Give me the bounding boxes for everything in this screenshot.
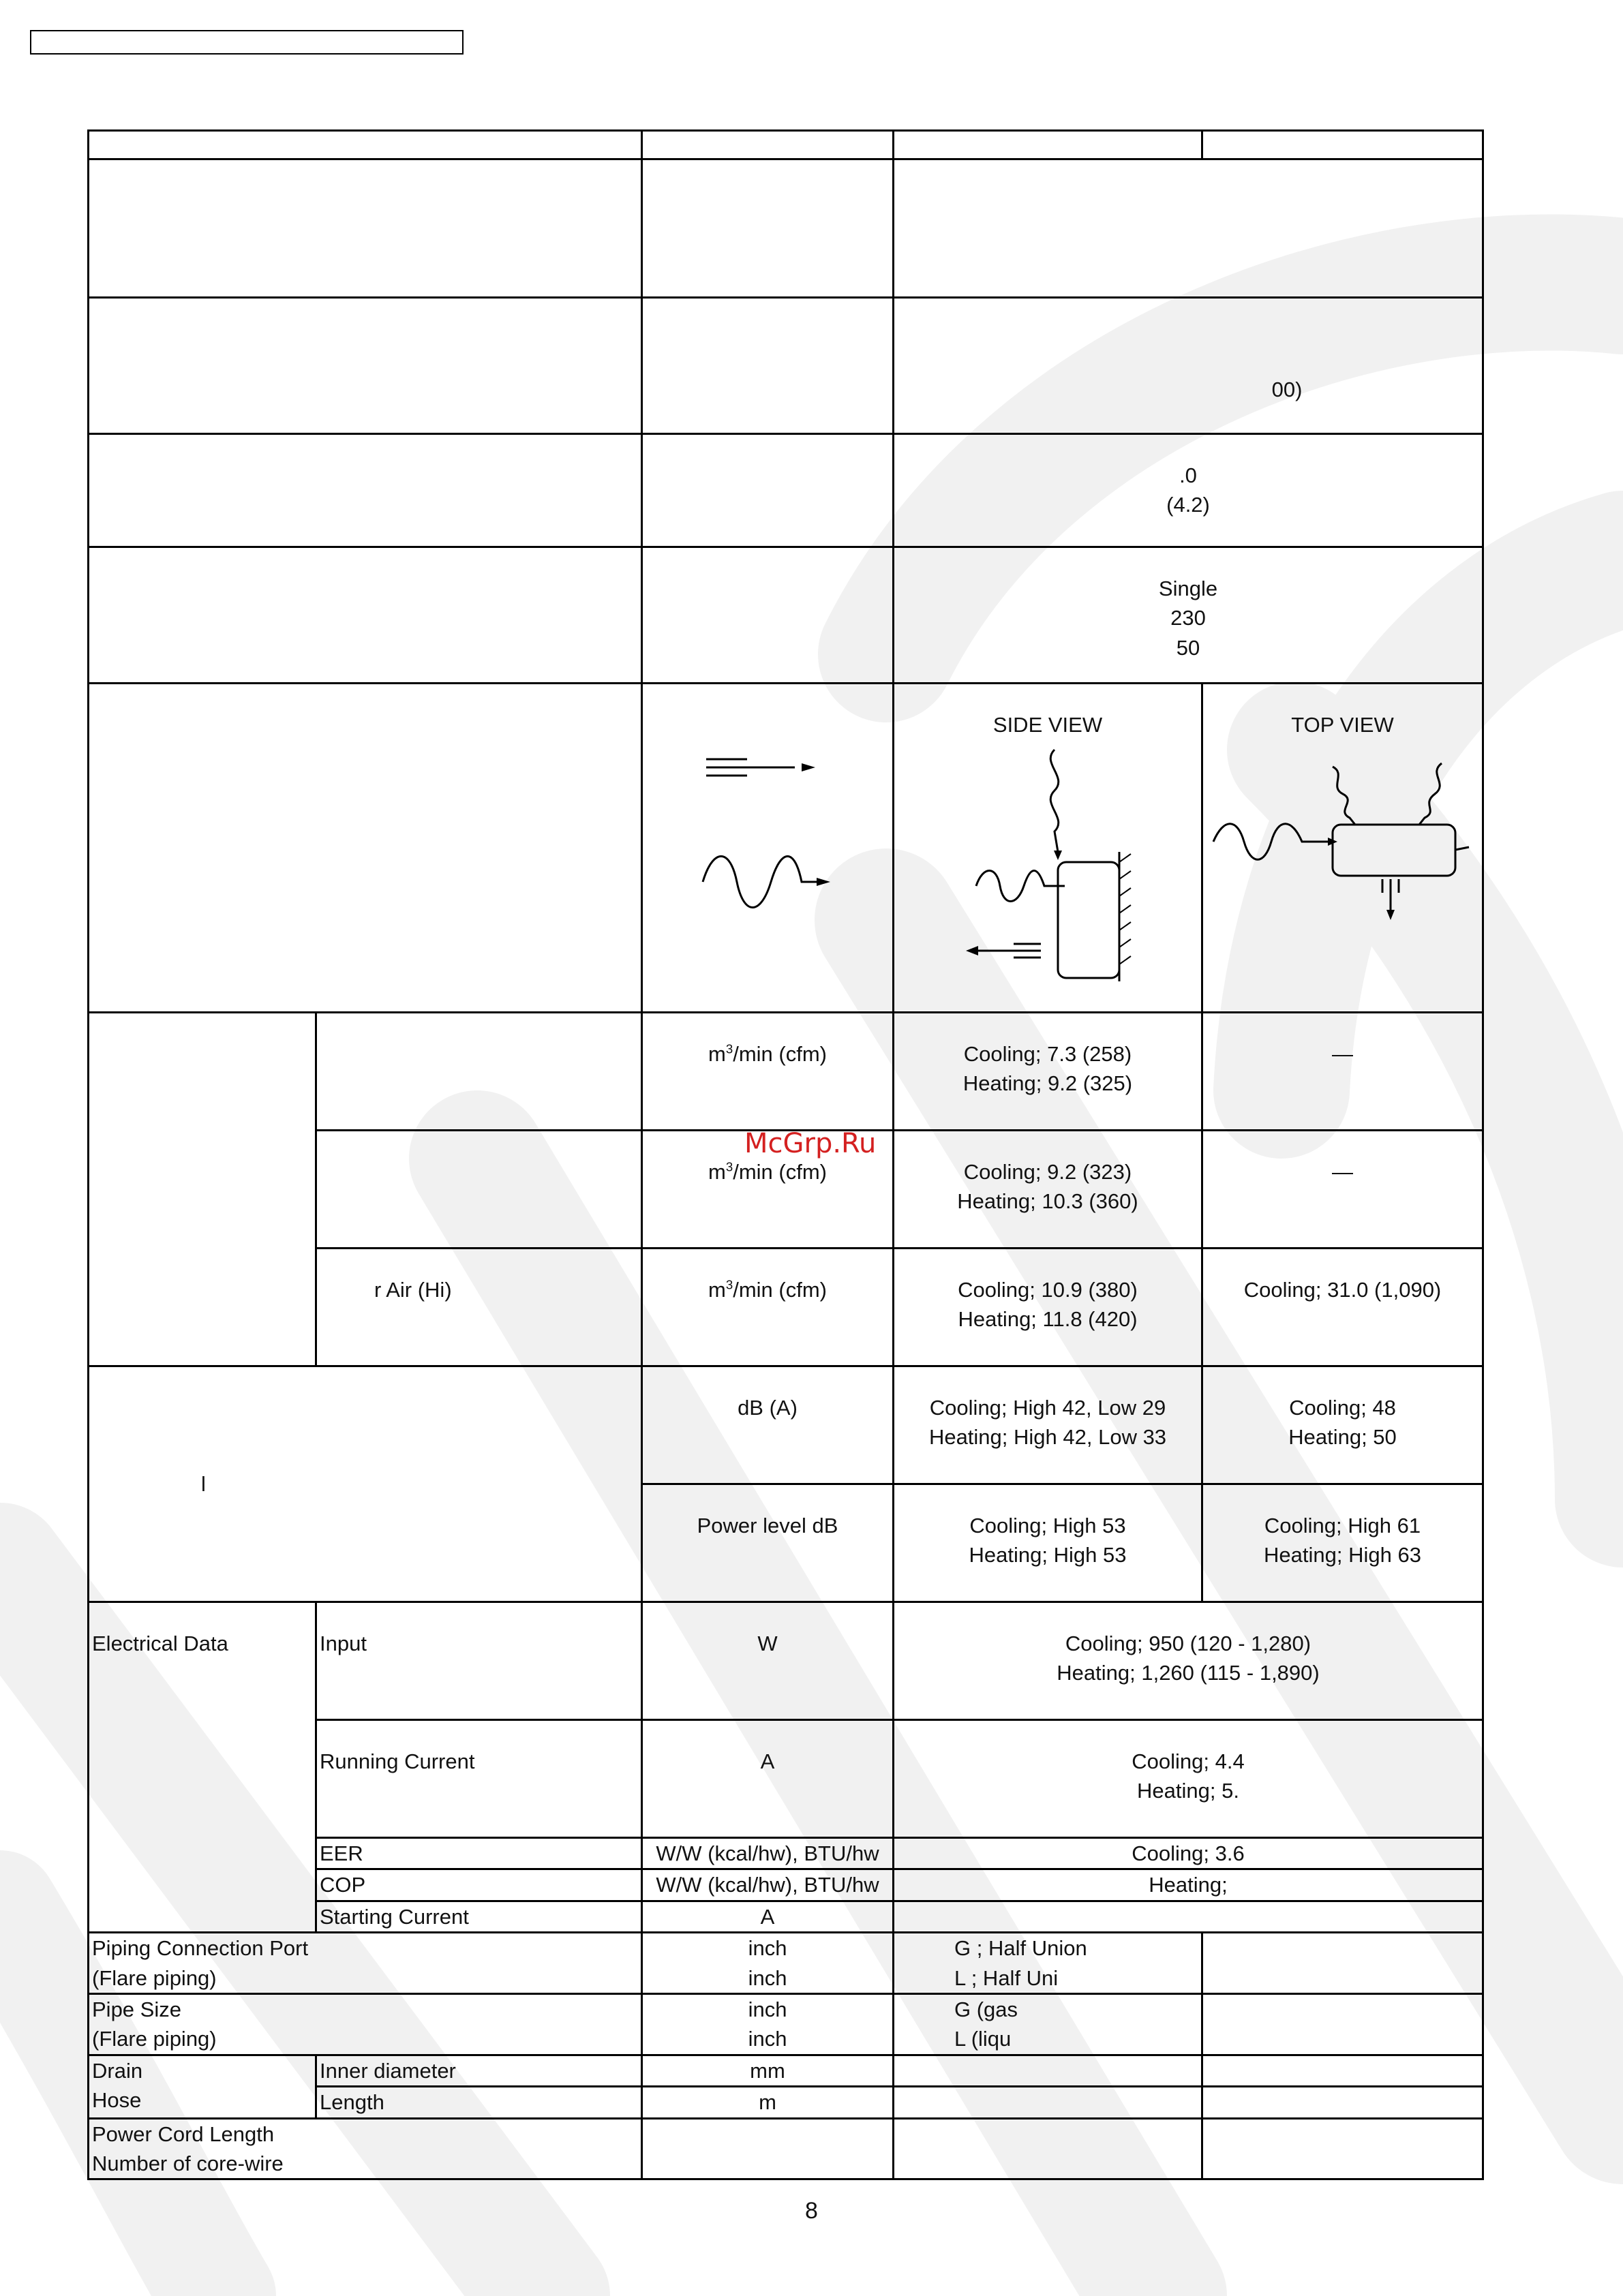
electrical-row xyxy=(89,1602,1483,1720)
power-cord-row xyxy=(89,2118,1483,2179)
input-unit: W xyxy=(757,1632,778,1655)
pipe-size-unit: inch xyxy=(748,2027,787,2051)
starting-current-unit: A xyxy=(760,1904,775,1929)
supply-phase: Single xyxy=(1158,577,1218,600)
piping-port-value: L ; Half Uni xyxy=(954,1965,1059,1990)
piping-port-value: G ; Half Union xyxy=(954,1936,1087,1961)
wavy-arrow-line xyxy=(703,857,819,908)
arrow-head-icon xyxy=(802,763,815,771)
pipe-size-row xyxy=(89,1993,1483,2055)
table-header-row xyxy=(89,131,1483,159)
airflow-row xyxy=(89,1013,1483,1131)
piping-port-unit: inch xyxy=(748,1965,787,1990)
indoor-value: Cooling; High 53 xyxy=(969,1514,1126,1537)
diagram-row xyxy=(89,684,1483,1013)
piping-port-sublabel: (Flare piping) xyxy=(92,1965,217,1990)
electrical-label: Electrical Data xyxy=(92,1632,228,1655)
page-number: 8 xyxy=(805,2198,818,2224)
side-view-label: SIDE VIEW xyxy=(992,713,1103,737)
supply-voltage: 230 xyxy=(1170,606,1206,630)
outdoor-value: Heating; 50 xyxy=(1288,1425,1397,1450)
model-code-fragment: 00) xyxy=(1271,378,1303,401)
power-value: .0 xyxy=(1179,463,1197,487)
pipe-size-value: L (liqu xyxy=(954,2027,1012,2051)
airflow-unit: $m^3/\min$ (cfm) xyxy=(708,1041,827,1066)
input-value: Cooling; 950 (120 - 1,280) xyxy=(1065,1632,1311,1655)
indoor-value: Heating; 10.3 (360) xyxy=(957,1189,1138,1214)
inner-diameter-unit: mm xyxy=(750,2058,785,2083)
running-current-unit: A xyxy=(760,1749,775,1773)
input-value: Heating; 1,260 (115 - 1,890) xyxy=(1057,1661,1320,1685)
piping-port-row xyxy=(89,1933,1483,1994)
indoor-value: Cooling; High 42, Low 29 xyxy=(929,1396,1166,1420)
cop-unit: W/W (kcal/hw), BTU/hw xyxy=(656,1873,879,1897)
eer-label: EER xyxy=(320,1841,363,1865)
arrow-head-icon xyxy=(817,878,830,886)
outdoor-value: — xyxy=(1332,1160,1353,1184)
length-unit: m xyxy=(759,2090,776,2115)
piping-port-label: Piping Connection Port xyxy=(92,1936,309,1961)
power-cord-label: Power Cord Length xyxy=(92,2122,275,2146)
core-wire-label: Number of core-wire xyxy=(92,2151,284,2175)
length-label: Length xyxy=(320,2090,384,2115)
header-box xyxy=(30,30,464,55)
airflow-unit: $m^3/\min$ (cfm) xyxy=(708,1159,827,1184)
drain-label: Drain xyxy=(92,2058,143,2083)
pipe-size-value: G (gas xyxy=(954,1997,1018,2021)
side-view-diagram xyxy=(939,739,1157,985)
indoor-value: Heating; 9.2 (325) xyxy=(962,1071,1133,1096)
airflow-legend-diagram xyxy=(699,746,836,950)
indoor-value: Heating; High 42, Low 33 xyxy=(928,1425,1167,1450)
noise-row xyxy=(89,1366,1483,1484)
pipe-size-sublabel: (Flare piping) xyxy=(92,2027,217,2051)
drain-sublabel: Hose xyxy=(92,2088,142,2113)
noise-label: l xyxy=(201,1471,206,1496)
running-current-label: Running Current xyxy=(320,1749,475,1773)
power-value-alt: (4.2) xyxy=(1166,493,1210,517)
outdoor-value: Heating; High 63 xyxy=(1264,1543,1421,1567)
starting-current-label: Starting Current xyxy=(320,1904,469,1929)
indoor-value: Cooling; 9.2 (323) xyxy=(963,1160,1132,1184)
eer-unit: W/W (kcal/hw), BTU/hw xyxy=(656,1841,879,1865)
airflow-unit: $m^3/\min$ (cfm) xyxy=(708,1277,827,1302)
pipe-size-label: Pipe Size xyxy=(92,1997,181,2021)
cop-value: Heating; xyxy=(1149,1873,1228,1897)
table-row xyxy=(89,159,1483,298)
input-label: Input xyxy=(320,1632,367,1655)
noise-unit: dB (A) xyxy=(738,1396,798,1420)
outdoor-value: Cooling; 48 xyxy=(1289,1396,1396,1420)
watermark-text: McGrp.Ru xyxy=(744,1128,877,1159)
outdoor-value: Cooling; 31.0 (1,090) xyxy=(1243,1278,1442,1302)
indoor-value: Heating; 11.8 (420) xyxy=(958,1307,1138,1332)
indoor-value: Cooling; 7.3 (258) xyxy=(963,1042,1132,1066)
airflow-label: r Air (Hi) xyxy=(374,1278,452,1302)
running-current-value: Heating; 5. xyxy=(1137,1779,1239,1803)
top-view-diagram xyxy=(1207,739,1479,944)
table-row xyxy=(89,547,1483,684)
noise-unit: Power level dB xyxy=(697,1514,838,1537)
piping-port-unit: inch xyxy=(748,1936,787,1961)
running-current-value: Cooling; 4.4 xyxy=(1132,1749,1245,1773)
supply-frequency: 50 xyxy=(1176,635,1200,660)
pipe-size-unit: inch xyxy=(748,1997,787,2021)
indoor-value: Heating; High 53 xyxy=(969,1543,1127,1567)
table-row xyxy=(89,434,1483,547)
cop-label: COP xyxy=(320,1873,366,1897)
indoor-value: Cooling; 10.9 (380) xyxy=(958,1278,1138,1302)
drain-row xyxy=(89,2055,1483,2086)
top-view-label: TOP VIEW xyxy=(1291,713,1394,737)
eer-value: Cooling; 3.6 xyxy=(1132,1841,1245,1865)
table-row xyxy=(89,298,1483,434)
outdoor-value: — xyxy=(1332,1042,1353,1066)
inner-diameter-label: Inner diameter xyxy=(320,2058,456,2083)
outdoor-value: Cooling; High 61 xyxy=(1264,1514,1421,1537)
